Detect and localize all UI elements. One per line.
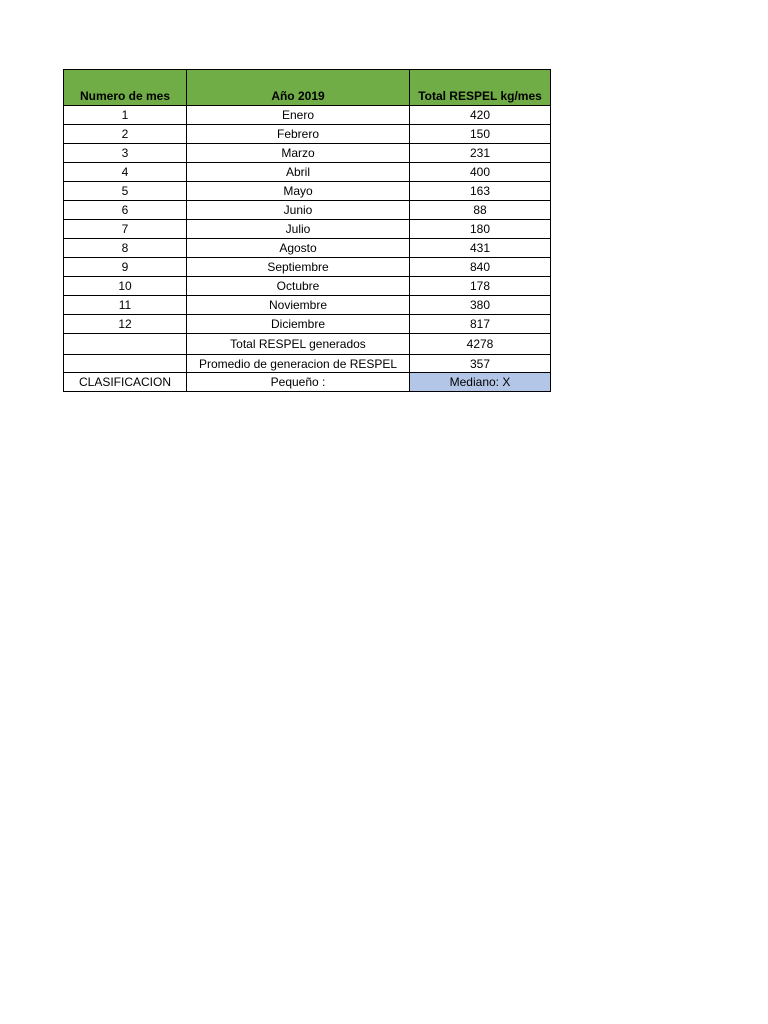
table-row [64,220,551,239]
header-month-number: Numero de mes [64,70,187,106]
table-row [64,277,551,296]
month-total-cell: 231 [410,144,551,163]
month-name-cell: Octubre [187,277,410,296]
table-row [64,315,551,334]
average-value: 357 [410,355,551,373]
classification-small: Pequeño : [187,373,410,392]
classification-medium: Mediano: X [410,373,551,392]
header-year: Año 2019 [187,70,410,106]
month-name-cell: Marzo [187,144,410,163]
month-name-cell: Diciembre [187,315,410,334]
month-name-cell: Febrero [187,125,410,144]
total-row [64,334,551,355]
table-row [64,239,551,258]
month-name-cell: Abril [187,163,410,182]
month-total-cell: 400 [410,163,551,182]
average-label: Promedio de generacion de RESPEL [187,355,410,373]
month-number-cell: 4 [64,163,187,182]
month-number-cell: 1 [64,106,187,125]
month-number-cell: 3 [64,144,187,163]
month-number-cell: 10 [64,277,187,296]
month-name-cell: Noviembre [187,296,410,315]
total-value: 4278 [410,334,551,355]
month-total-cell: 180 [410,220,551,239]
month-name-cell: Agosto [187,239,410,258]
table-row [64,163,551,182]
classification-row [64,373,551,392]
month-total-cell: 88 [410,201,551,220]
month-number-cell: 6 [64,201,187,220]
month-total-cell: 178 [410,277,551,296]
month-number-cell: 7 [64,220,187,239]
month-number-cell: 2 [64,125,187,144]
month-total-cell: 420 [410,106,551,125]
header-row [64,70,551,106]
month-total-cell: 150 [410,125,551,144]
classification-label: CLASIFICACION [64,373,187,392]
average-row-empty-cell [64,355,187,373]
month-name-cell: Junio [187,201,410,220]
month-name-cell: Mayo [187,182,410,201]
month-total-cell: 163 [410,182,551,201]
table-row [64,144,551,163]
month-total-cell: 380 [410,296,551,315]
month-total-cell: 840 [410,258,551,277]
total-row-empty-cell [64,334,187,355]
month-name-cell: Julio [187,220,410,239]
table-body [64,106,551,392]
month-number-cell: 8 [64,239,187,258]
month-number-cell: 5 [64,182,187,201]
total-label: Total RESPEL generados [187,334,410,355]
month-name-cell: Enero [187,106,410,125]
month-total-cell: 431 [410,239,551,258]
table-row [64,296,551,315]
month-total-cell: 817 [410,315,551,334]
average-row [64,355,551,373]
month-number-cell: 11 [64,296,187,315]
month-name-cell: Septiembre [187,258,410,277]
header-total: Total RESPEL kg/mes [410,70,551,106]
table-row [64,182,551,201]
table-row [64,106,551,125]
respel-table [63,69,551,392]
table-row [64,258,551,277]
table-row [64,125,551,144]
month-number-cell: 9 [64,258,187,277]
table-row [64,201,551,220]
month-number-cell: 12 [64,315,187,334]
